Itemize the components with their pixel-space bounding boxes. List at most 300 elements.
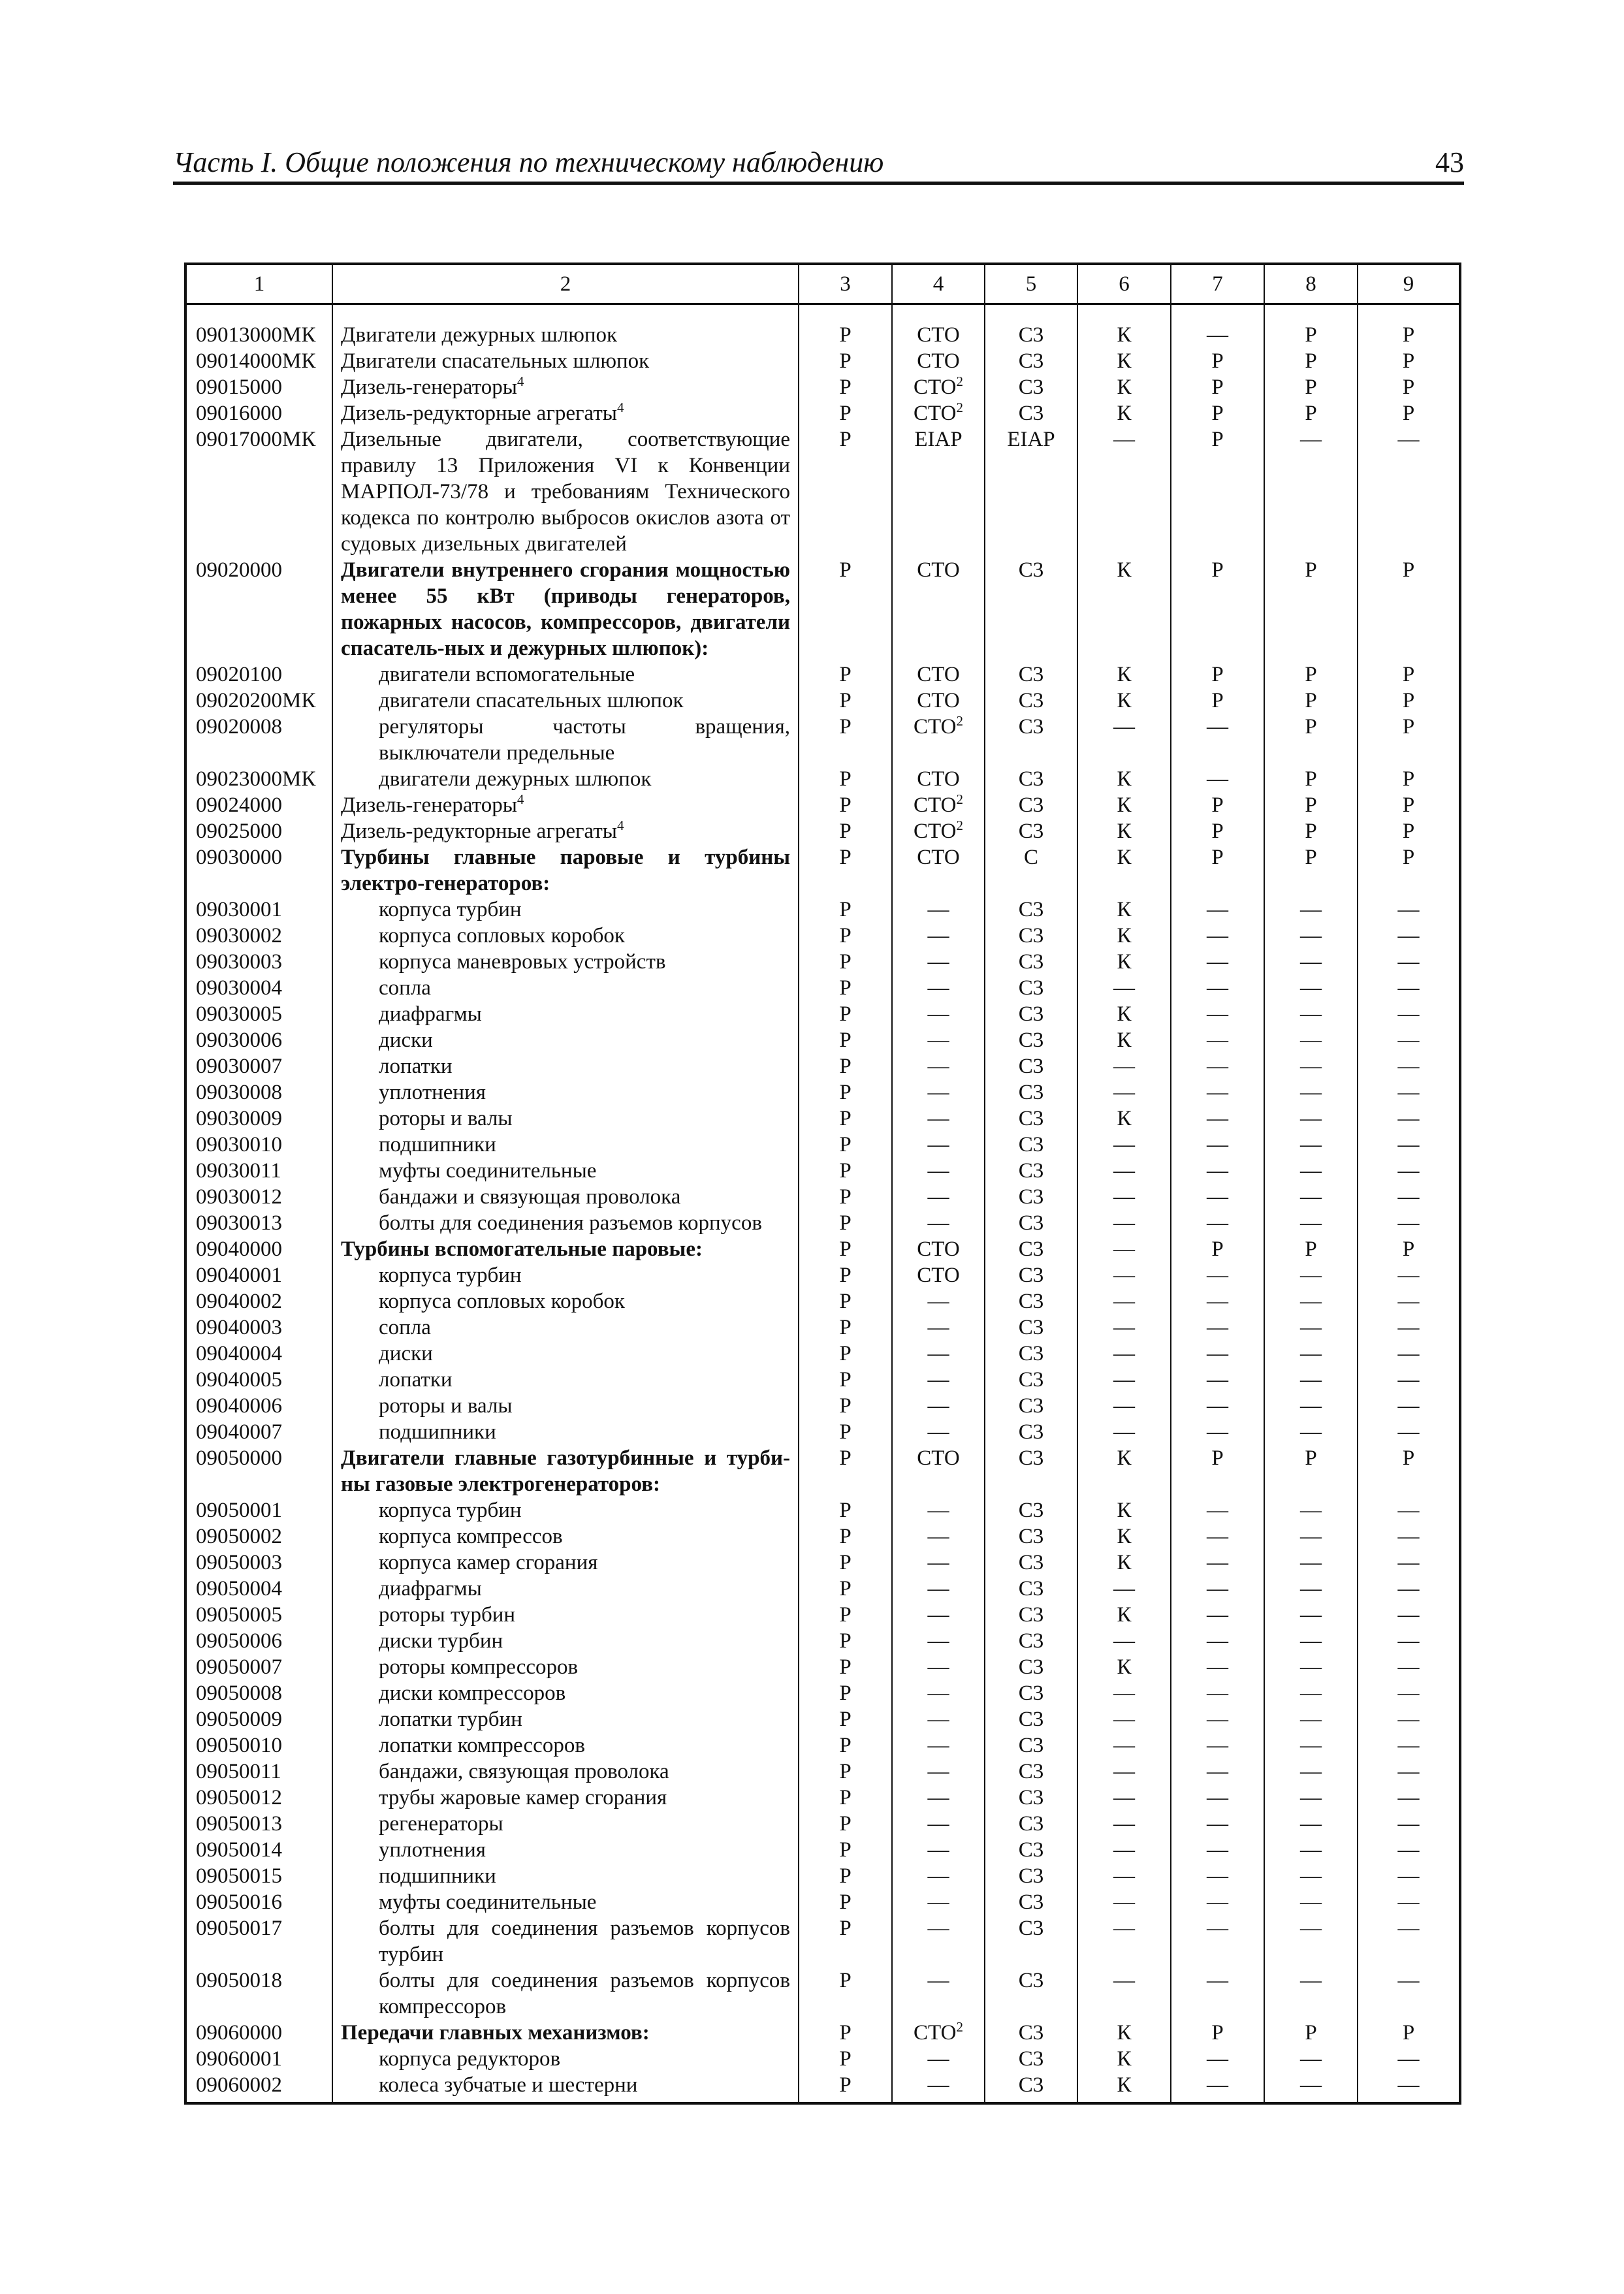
- col5-cell-text: С3: [1018, 689, 1044, 712]
- col6-cell-text: —: [1113, 1342, 1135, 1365]
- col5-cell: [985, 1889, 1077, 1915]
- col5-cell: [985, 2046, 1077, 2072]
- col8-cell-text: —: [1300, 1081, 1322, 1104]
- item-name: [332, 1445, 799, 1497]
- col3-cell-text: Р: [839, 1028, 852, 1052]
- col5-cell: [985, 1027, 1077, 1053]
- col3-cell-text: Р: [839, 1577, 852, 1601]
- page-number: 43: [1435, 146, 1464, 178]
- table-row: [185, 1288, 1460, 1314]
- column-header: 3: [799, 264, 892, 304]
- col9-cell-text: —: [1397, 1838, 1420, 1862]
- col6-cell: [1077, 304, 1171, 349]
- col7-cell-text: —: [1207, 1107, 1228, 1130]
- col7-cell: [1171, 2072, 1264, 2103]
- col5-cell-text: С3: [1018, 820, 1044, 843]
- col4-cell: [892, 1393, 985, 1419]
- col9-cell: [1358, 1288, 1460, 1314]
- col9-cell: [1358, 1863, 1460, 1889]
- col8-cell: [1264, 1576, 1358, 1602]
- col6-cell: [1077, 1341, 1171, 1367]
- table-row: [185, 1811, 1460, 1837]
- col5-cell-text: С3: [1018, 663, 1044, 686]
- col9-cell-text: Р: [1402, 767, 1415, 791]
- col6-cell: [1077, 2020, 1171, 2046]
- item-name: [332, 426, 799, 557]
- col8-cell-text: Р: [1305, 793, 1317, 817]
- col3-cell-text: Р: [839, 1917, 852, 1940]
- col6-cell-text: К: [1117, 1002, 1132, 1026]
- item-code-text: 09040007: [196, 1420, 282, 1444]
- item-name-text: Дизельные двигатели, соответствующие правилу 13 Приложения VI к Конвенции МАРПОЛ-73/78 и требованиям Технического кодекса по контролю выбросов окислов азота от судовых дизельных двигателей: [341, 428, 790, 556]
- table-row: [185, 1497, 1460, 1523]
- col9-cell: [1358, 1445, 1460, 1497]
- col5-cell: [985, 1759, 1077, 1785]
- col3-cell-text: Р: [839, 793, 852, 817]
- col4-cell-text: СТО: [913, 820, 957, 843]
- col4-cell: [892, 1759, 985, 1785]
- table-row: [185, 1445, 1460, 1497]
- item-name-text: лопатки компрессоров: [379, 1734, 585, 1757]
- col9-cell-text: —: [1397, 2073, 1420, 2097]
- col9-cell-text: —: [1397, 1133, 1420, 1156]
- item-code-text: 09020008: [196, 715, 282, 739]
- col4-cell-text: —: [927, 1107, 949, 1130]
- col3-cell-text: Р: [839, 1107, 852, 1130]
- item-name: [332, 2020, 799, 2046]
- col7-cell: [1171, 1654, 1264, 1680]
- item-code: [185, 688, 332, 714]
- table-row: [185, 1314, 1460, 1341]
- col9-cell: [1358, 975, 1460, 1001]
- col4-cell: [892, 766, 985, 792]
- col9-cell: [1358, 1837, 1460, 1863]
- col6-cell: [1077, 1262, 1171, 1288]
- col4-cell-text: —: [927, 1002, 949, 1026]
- col3-cell-text: Р: [839, 976, 852, 1000]
- table-row: [185, 1236, 1460, 1262]
- col5-cell-text: С3: [1018, 375, 1044, 399]
- col8-cell: [1264, 1680, 1358, 1706]
- col5-cell: [985, 426, 1077, 557]
- table-row: [185, 844, 1460, 897]
- item-name-text: муфты соединительные: [379, 1159, 597, 1183]
- col9-cell: [1358, 1210, 1460, 1236]
- col5-cell: [985, 1811, 1077, 1837]
- col9-cell: [1358, 557, 1460, 661]
- item-name-text: уплотнения: [379, 1838, 486, 1862]
- item-code-text: 09030006: [196, 1028, 282, 1052]
- table-row: [185, 1001, 1460, 1027]
- col4-cell-text: —: [927, 1159, 949, 1183]
- item-name: [332, 1210, 799, 1236]
- col7-cell-text: —: [1207, 1055, 1228, 1078]
- col9-cell: [1358, 1523, 1460, 1550]
- col5-cell-text: С3: [1018, 349, 1044, 373]
- col7-cell-text: —: [1207, 1185, 1228, 1209]
- table-row: [185, 792, 1460, 818]
- item-name: [332, 1106, 799, 1132]
- col8-cell: [1264, 1210, 1358, 1236]
- col3-cell: [799, 1811, 892, 1837]
- col3-cell: [799, 844, 892, 897]
- col6-cell-text: К: [1117, 846, 1132, 869]
- col7-cell: [1171, 1001, 1264, 1027]
- item-code: [185, 1367, 332, 1393]
- col4-cell-text: —: [927, 2047, 949, 2071]
- col8-cell: [1264, 1184, 1358, 1210]
- col8-cell-text: —: [1300, 1655, 1322, 1679]
- col5-cell-text: С3: [1018, 1681, 1044, 1705]
- item-name: [332, 1628, 799, 1654]
- col3-cell: [799, 1445, 892, 1497]
- col5-cell: [985, 1236, 1077, 1262]
- col9-cell-text: —: [1397, 1890, 1420, 1914]
- col6-cell: [1077, 1967, 1171, 2020]
- col9-cell: [1358, 1158, 1460, 1184]
- col6-cell-text: К: [1117, 1028, 1132, 1052]
- col3-cell-text: Р: [839, 1708, 852, 1731]
- item-name-text: Передачи главных механизмов:: [341, 2021, 650, 2045]
- col3-cell: [799, 1915, 892, 1967]
- item-code: [185, 1523, 332, 1550]
- col4-cell-text: —: [927, 898, 949, 921]
- table-row: [185, 2072, 1460, 2103]
- item-name: [332, 400, 799, 426]
- running-title: Часть I. Общие положения по техническому наблюдению: [173, 146, 884, 178]
- col7-cell: [1171, 1497, 1264, 1523]
- item-code-text: 09030012: [196, 1185, 282, 1209]
- col6-cell: [1077, 1889, 1171, 1915]
- item-name: [332, 1419, 799, 1445]
- column-header: 4: [892, 264, 985, 304]
- col9-cell-text: Р: [1402, 689, 1415, 712]
- item-code-text: 09060002: [196, 2073, 282, 2097]
- col6-cell: [1077, 400, 1171, 426]
- col3-cell-text: Р: [839, 767, 852, 791]
- col8-cell-text: —: [1300, 1734, 1322, 1757]
- table-row: [185, 1158, 1460, 1184]
- item-name-text: Двигатели дежурных шлюпок: [341, 323, 618, 347]
- col4-cell: [892, 1184, 985, 1210]
- col7-cell-text: Р: [1211, 1237, 1224, 1261]
- col9-cell-text: —: [1397, 1525, 1420, 1548]
- col4-cell-text: —: [927, 1708, 949, 1731]
- col9-cell: [1358, 1236, 1460, 1262]
- col6-cell-text: К: [1117, 820, 1132, 843]
- col3-cell: [799, 400, 892, 426]
- col5-cell-text: С3: [1018, 1420, 1044, 1444]
- col6-cell: [1077, 1602, 1171, 1628]
- col8-cell: [1264, 1837, 1358, 1863]
- item-name: [332, 1785, 799, 1811]
- col3-cell: [799, 688, 892, 714]
- col4-cell: [892, 374, 985, 400]
- col9-cell-text: —: [1397, 1864, 1420, 1888]
- col8-cell: [1264, 1393, 1358, 1419]
- col8-cell-text: Р: [1305, 2021, 1317, 2045]
- col6-cell: [1077, 1550, 1171, 1576]
- table-row: [185, 1628, 1460, 1654]
- col4-cell: [892, 1210, 985, 1236]
- col4-cell: [892, 1027, 985, 1053]
- col4-cell: [892, 1706, 985, 1732]
- col4-cell-text: —: [927, 1917, 949, 1940]
- item-name-text: корпуса камер сгорания: [379, 1551, 598, 1574]
- item-code: [185, 1236, 332, 1262]
- item-name: [332, 818, 799, 844]
- col9-cell-text: —: [1397, 1603, 1420, 1627]
- col3-cell-text: Р: [839, 1237, 852, 1261]
- col4-cell-text: СТО: [917, 349, 960, 373]
- item-code: [185, 1863, 332, 1889]
- col5-cell-text: С3: [1018, 1969, 1044, 1992]
- col4-cell: [892, 1523, 985, 1550]
- col5-cell-text: С3: [1018, 1394, 1044, 1418]
- table-header-row: [185, 264, 1460, 304]
- col7-cell-text: Р: [1211, 689, 1224, 712]
- col8-cell: [1264, 1628, 1358, 1654]
- item-name-text: подшипники: [379, 1133, 496, 1156]
- col6-cell: [1077, 1915, 1171, 1967]
- col4-cell: [892, 1236, 985, 1262]
- col9-cell: [1358, 374, 1460, 400]
- col5-cell-text: С3: [1018, 1081, 1044, 1104]
- table-row: [185, 975, 1460, 1001]
- col3-cell-text: Р: [839, 1655, 852, 1679]
- col8-cell-text: —: [1300, 1577, 1322, 1601]
- col4-cell-text: —: [927, 1211, 949, 1235]
- col5-cell: [985, 1967, 1077, 2020]
- item-code: [185, 1785, 332, 1811]
- col7-cell-text: —: [1207, 1577, 1228, 1601]
- col7-cell-text: —: [1207, 1734, 1228, 1757]
- item-code-text: 09040006: [196, 1394, 282, 1418]
- col5-cell-text: С3: [1018, 402, 1044, 425]
- col6-cell-text: К: [1117, 2021, 1132, 2045]
- table-row: [185, 1680, 1460, 1706]
- item-name-text: регенераторы: [379, 1812, 503, 1836]
- col5-cell: [985, 1863, 1077, 1889]
- col4-cell-text: —: [927, 1760, 949, 1783]
- col4-cell-text: —: [927, 1316, 949, 1339]
- table-row: [185, 2046, 1460, 2072]
- col6-cell-text: —: [1113, 1577, 1135, 1601]
- col4-cell-text: СТО: [917, 558, 960, 582]
- item-code-text: 09015000: [196, 375, 282, 399]
- col5-cell: [985, 374, 1077, 400]
- col9-cell-text: —: [1397, 1969, 1420, 1992]
- col7-cell: [1171, 1732, 1264, 1759]
- col7-cell: [1171, 2020, 1264, 2046]
- col9-cell: [1358, 766, 1460, 792]
- col6-cell-text: —: [1113, 1786, 1135, 1809]
- col5-cell-text: С: [1023, 846, 1038, 869]
- col8-cell-text: Р: [1305, 767, 1317, 791]
- col7-cell: [1171, 400, 1264, 426]
- col4-cell: [892, 1889, 985, 1915]
- item-code: [185, 1106, 332, 1132]
- col8-cell: [1264, 1915, 1358, 1967]
- col7-cell-text: —: [1207, 1159, 1228, 1183]
- col7-cell-text: —: [1207, 1133, 1228, 1156]
- col5-cell: [985, 1106, 1077, 1132]
- item-code-text: 09016000: [196, 402, 282, 425]
- item-name-text: лопатки: [379, 1368, 453, 1392]
- item-code-text: 09050011: [196, 1760, 281, 1783]
- col9-cell: [1358, 2046, 1460, 2072]
- col5-cell-text: С3: [1018, 1551, 1044, 1574]
- col9-cell-text: Р: [1402, 663, 1415, 686]
- col5-cell-text: С3: [1018, 2073, 1044, 2097]
- col8-cell: [1264, 1967, 1358, 2020]
- col4-cell: [892, 1341, 985, 1367]
- col5-cell: [985, 1367, 1077, 1393]
- col6-cell-text: —: [1113, 1629, 1135, 1653]
- item-code-text: 09030009: [196, 1107, 282, 1130]
- col6-cell: [1077, 1419, 1171, 1445]
- item-code: [185, 304, 332, 349]
- col4-cell: [892, 844, 985, 897]
- col5-cell: [985, 1341, 1077, 1367]
- col6-cell: [1077, 1288, 1171, 1314]
- col8-cell-text: —: [1300, 1890, 1322, 1914]
- col5-cell-text: С3: [1018, 1133, 1044, 1156]
- col4-cell-text: —: [927, 1577, 949, 1601]
- col3-cell-text: Р: [839, 2047, 852, 2071]
- col8-cell-text: —: [1300, 1551, 1322, 1574]
- col7-cell: [1171, 557, 1264, 661]
- col9-cell-text: —: [1397, 1681, 1420, 1705]
- col7-cell: [1171, 1079, 1264, 1106]
- col5-cell-text: С3: [1018, 1603, 1044, 1627]
- col7-cell-text: —: [1207, 950, 1228, 974]
- col4-cell-text: —: [927, 2073, 949, 2097]
- col3-cell-text: Р: [839, 1890, 852, 1914]
- col5-cell: [985, 304, 1077, 349]
- col3-cell-text: Р: [839, 1211, 852, 1235]
- item-name: [332, 714, 799, 766]
- col5-cell-text: С3: [1018, 1525, 1044, 1548]
- col5-cell: [985, 1210, 1077, 1236]
- col6-cell: [1077, 792, 1171, 818]
- col3-cell-text: Р: [839, 1081, 852, 1104]
- item-code: [185, 949, 332, 975]
- table-row: [185, 1915, 1460, 1967]
- col3-cell-text: Р: [839, 1185, 852, 1209]
- col9-cell-text: Р: [1402, 1237, 1415, 1261]
- item-code-text: 09040005: [196, 1368, 282, 1392]
- col4-cell: [892, 949, 985, 975]
- col4-cell-text: —: [927, 1290, 949, 1313]
- col7-cell-text: —: [1207, 1525, 1228, 1548]
- col3-cell: [799, 1341, 892, 1367]
- col7-cell-text: Р: [1211, 793, 1224, 817]
- col6-cell-text: —: [1113, 715, 1135, 739]
- item-code: [185, 1184, 332, 1210]
- col7-cell: [1171, 1314, 1264, 1341]
- col5-cell-text: С3: [1018, 1890, 1044, 1914]
- col8-cell-text: —: [1300, 1917, 1322, 1940]
- col4-cell-text: —: [927, 1394, 949, 1418]
- col4-cell: [892, 714, 985, 766]
- col9-cell-text: Р: [1402, 1446, 1415, 1470]
- col8-cell: [1264, 557, 1358, 661]
- table-row: [185, 1393, 1460, 1419]
- col5-cell-text: С3: [1018, 1107, 1044, 1130]
- col7-cell: [1171, 1445, 1264, 1497]
- item-code-text: 09030001: [196, 898, 282, 921]
- col9-cell-text: —: [1397, 1551, 1420, 1574]
- col6-cell-text: К: [1117, 663, 1132, 686]
- item-code: [185, 1550, 332, 1576]
- col6-cell: [1077, 1367, 1171, 1393]
- col3-cell-text: Р: [839, 846, 852, 869]
- col7-cell-text: —: [1207, 1760, 1228, 1783]
- col4-cell: [892, 1367, 985, 1393]
- col8-cell: [1264, 348, 1358, 374]
- col6-cell: [1077, 1079, 1171, 1106]
- col7-cell-text: —: [1207, 1420, 1228, 1444]
- item-code-text: 09040000: [196, 1237, 282, 1261]
- col4-cell: [892, 661, 985, 688]
- col4-cell-text: СТО: [913, 375, 957, 399]
- col4-cell: [892, 818, 985, 844]
- item-name: [332, 792, 799, 818]
- col5-cell-text: С3: [1018, 1864, 1044, 1888]
- col9-cell: [1358, 1132, 1460, 1158]
- col3-cell-text: Р: [839, 1864, 852, 1888]
- col5-cell: [985, 1001, 1077, 1027]
- col8-cell: [1264, 949, 1358, 975]
- col6-cell-text: К: [1117, 375, 1132, 399]
- item-code-text: 09060001: [196, 2047, 282, 2071]
- col6-cell: [1077, 1158, 1171, 1184]
- item-name: [332, 897, 799, 923]
- item-name: [332, 1341, 799, 1367]
- col8-cell-text: —: [1300, 1264, 1322, 1287]
- col7-cell: [1171, 1393, 1264, 1419]
- item-name: [332, 1027, 799, 1053]
- col6-cell: [1077, 2072, 1171, 2103]
- col4-cell: [892, 1576, 985, 1602]
- col3-cell: [799, 1654, 892, 1680]
- footnote-mark: 4: [616, 818, 624, 833]
- col3-cell-text: Р: [839, 1368, 852, 1392]
- item-name-text: Дизель-редукторные агрегаты: [341, 820, 617, 843]
- item-name: [332, 1654, 799, 1680]
- table-row: [185, 714, 1460, 766]
- item-code: [185, 1706, 332, 1732]
- col9-cell: [1358, 949, 1460, 975]
- col7-cell: [1171, 1523, 1264, 1550]
- col8-cell-text: —: [1300, 924, 1322, 948]
- col7-cell: [1171, 1785, 1264, 1811]
- col5-cell-text: С3: [1018, 1838, 1044, 1862]
- col6-cell-text: —: [1113, 1211, 1135, 1235]
- col7-cell: [1171, 1262, 1264, 1288]
- item-code: [185, 1210, 332, 1236]
- col7-cell: [1171, 1680, 1264, 1706]
- col4-cell: [892, 792, 985, 818]
- col9-cell-text: —: [1397, 1264, 1420, 1287]
- col9-cell-text: —: [1397, 1028, 1420, 1052]
- col3-cell: [799, 1602, 892, 1628]
- col8-cell: [1264, 1158, 1358, 1184]
- requirements-table: [184, 263, 1461, 2105]
- item-name-text: диафрагмы: [379, 1002, 482, 1026]
- item-code: [185, 1288, 332, 1314]
